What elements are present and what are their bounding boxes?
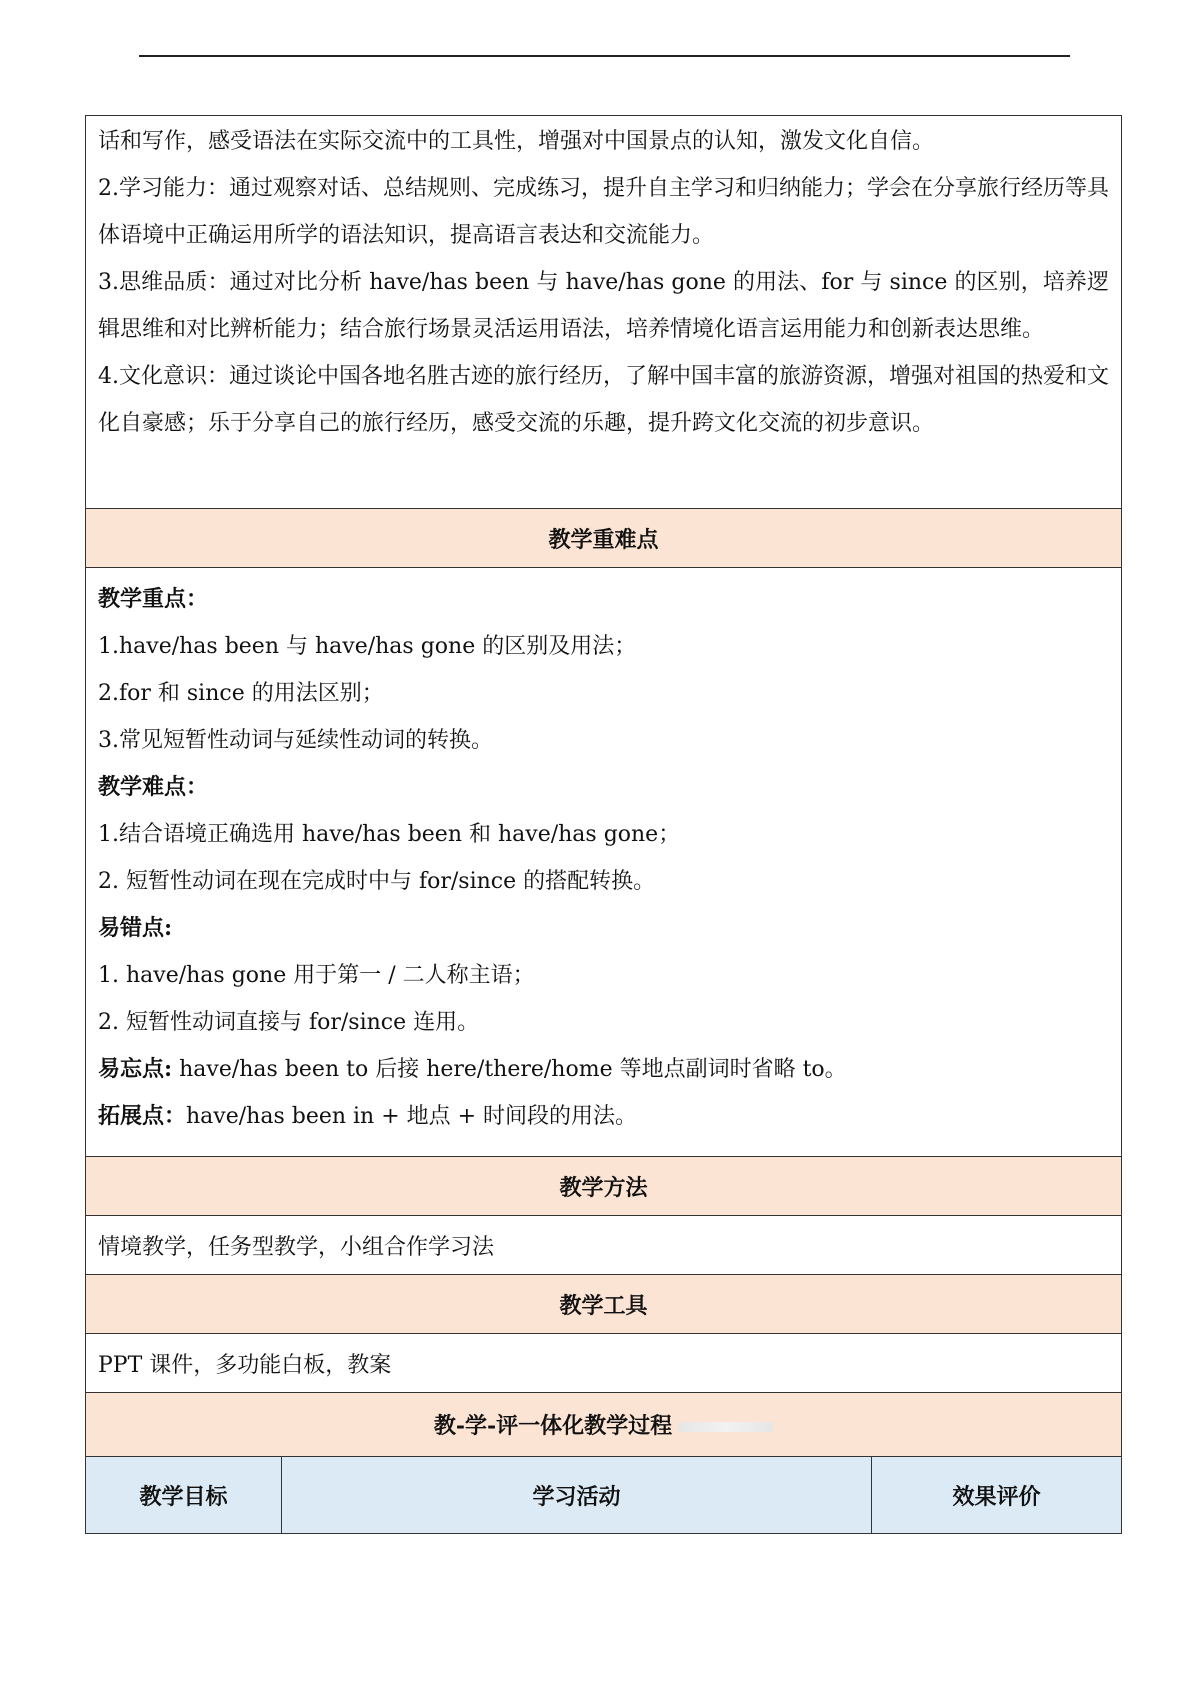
- error-item: 2. 短暂性动词直接与 for/since 连用。: [98, 1010, 480, 1035]
- section-header-row: [86, 509, 1122, 568]
- tools-row: [86, 1334, 1122, 1393]
- extend-text: have/has been in + 地点 + 时间段的用法。: [186, 1104, 638, 1129]
- column-header-evaluation: 效果评价: [872, 1457, 1122, 1534]
- key-item: 2.for 和 since 的用法区别；: [98, 681, 384, 706]
- difficult-item: 2. 短暂性动词在现在完成时中与 for/since 的搭配转换。: [98, 869, 656, 894]
- key-item: 1.have/has been 与 have/has gone 的区别及用法；: [98, 634, 637, 659]
- objective-paragraph: 2.学习能力：通过观察对话、总结规则、完成练习，提升自主学习和归纳能力；学会在分享旅行经历等具体语境中正确运用所学的语法知识，提高语言表达和交流能力。: [98, 176, 1110, 248]
- methods-row: [86, 1216, 1122, 1275]
- objective-paragraph: 4.文化意识：通过谈论中国各地名胜古迹的旅行经历，了解中国丰富的旅游资源，增强对祖国的热爱和文化自豪感；乐于分享自己的旅行经历，感受交流的乐趣，提升跨文化交流的初步意识。: [98, 364, 1110, 436]
- forget-label: 易忘点:: [98, 1056, 173, 1082]
- forget-line: [98, 1046, 1109, 1093]
- extend-label: 拓展点：: [98, 1103, 187, 1129]
- key-points-header: 教学重难点: [86, 509, 1122, 568]
- objective-paragraph: 3.思维品质：通过对比分析 have/has been 与 have/has gone 的用法、for 与 since 的区别，培养逻辑思维和对比辨析能力；结合旅行场景灵活运用语法，培养情境化语言运用能力和创新表达思维。: [98, 270, 1110, 342]
- process-title: 教-学-评一体化教学过程: [433, 1413, 673, 1439]
- error-label: 易错点:: [98, 915, 173, 941]
- objective-paragraph: 话和写作，感受语法在实际交流中的工具性，增强对中国景点的认知，激发文化自信。: [98, 129, 935, 154]
- section-header-row: [86, 1393, 1122, 1457]
- methods-header: 教学方法: [86, 1157, 1122, 1216]
- difficult-label: 教学难点：: [98, 774, 209, 800]
- section-header-row: [86, 1157, 1122, 1216]
- tools-content: PPT 课件，多功能白板，教案: [86, 1334, 1122, 1393]
- key-points-cell: [86, 568, 1122, 1157]
- error-item: 1. have/has gone 用于第一 / 二人称主语；: [98, 963, 535, 988]
- key-points-row: [86, 568, 1122, 1157]
- forget-text: have/has been to 后接 here/there/home 等地点副词时省略 to。: [172, 1057, 847, 1082]
- objectives-row: [86, 116, 1122, 509]
- key-item: 3.常见短暂性动词与延续性动词的转换。: [98, 728, 493, 753]
- key-label: 教学重点：: [98, 586, 209, 612]
- column-header-goal: 教学目标: [86, 1457, 282, 1534]
- lesson-plan-table: [85, 115, 1122, 1534]
- methods-content: 情境教学，任务型教学，小组合作学习法: [86, 1216, 1122, 1275]
- header-rule: [139, 55, 1070, 57]
- objectives-cell: [86, 116, 1122, 509]
- extend-line: [98, 1093, 1109, 1140]
- column-header-activity: 学习活动: [282, 1457, 872, 1534]
- process-column-header-row: [86, 1457, 1122, 1534]
- watermark-mark: [678, 1422, 773, 1432]
- tools-header: 教学工具: [86, 1275, 1122, 1334]
- difficult-item: 1.结合语境正确选用 have/has been 和 have/has gone；: [98, 822, 681, 847]
- section-header-row: [86, 1275, 1122, 1334]
- process-header: [86, 1393, 1122, 1457]
